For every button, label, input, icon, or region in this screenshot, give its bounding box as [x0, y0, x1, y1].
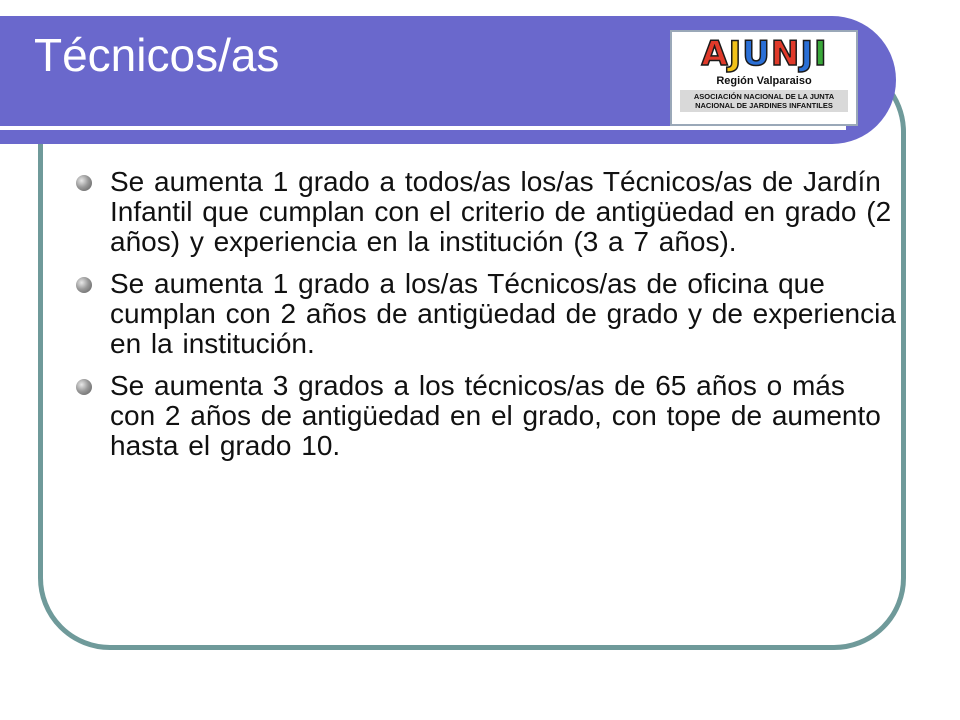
logo-region: Región Valparaiso [716, 75, 812, 87]
bullet-text: Se aumenta 3 grados a los técnicos/as de 65 años o más con 2 años de antigüedad en el grado, con tope de aumento hasta el grado 10. [110, 370, 881, 461]
bullet-list [76, 167, 896, 473]
bullet-item [76, 269, 896, 359]
bullet-text: Se aumenta 1 grado a los/as Técnicos/as de oficina que cumplan con 2 años de antigüedad de grado y de experiencia en la institución. [110, 268, 896, 359]
bullet-dot-icon [76, 175, 92, 191]
title-underline [0, 126, 846, 130]
logo-letter: U [742, 34, 770, 74]
logo-letter: J [800, 34, 814, 74]
logo-wordmark [672, 34, 856, 74]
logo-letter: J [728, 34, 742, 74]
logo-letter: N [770, 34, 800, 74]
logo-association [680, 90, 848, 112]
logo-letter: A [701, 34, 728, 74]
bullet-item [76, 371, 896, 461]
logo-assoc-line1: ASOCIACIÓN NACIONAL DE LA JUNTA [693, 92, 835, 101]
logo-assoc-line2: NACIONAL DE JARDINES INFANTILES [695, 101, 833, 110]
bullet-dot-icon [76, 277, 92, 293]
slide-title: Técnicos/as [34, 29, 280, 81]
logo-letter: I [814, 34, 827, 74]
bullet-item [76, 167, 896, 257]
bullet-dot-icon [76, 379, 92, 395]
ajunji-logo [670, 30, 858, 126]
bullet-text: Se aumenta 1 grado a todos/as los/as Técnicos/as de Jardín Infantil que cumplan con el criterio de antigüedad en grado (2 años) y experiencia en la institución (3 a 7 años). [110, 166, 892, 257]
